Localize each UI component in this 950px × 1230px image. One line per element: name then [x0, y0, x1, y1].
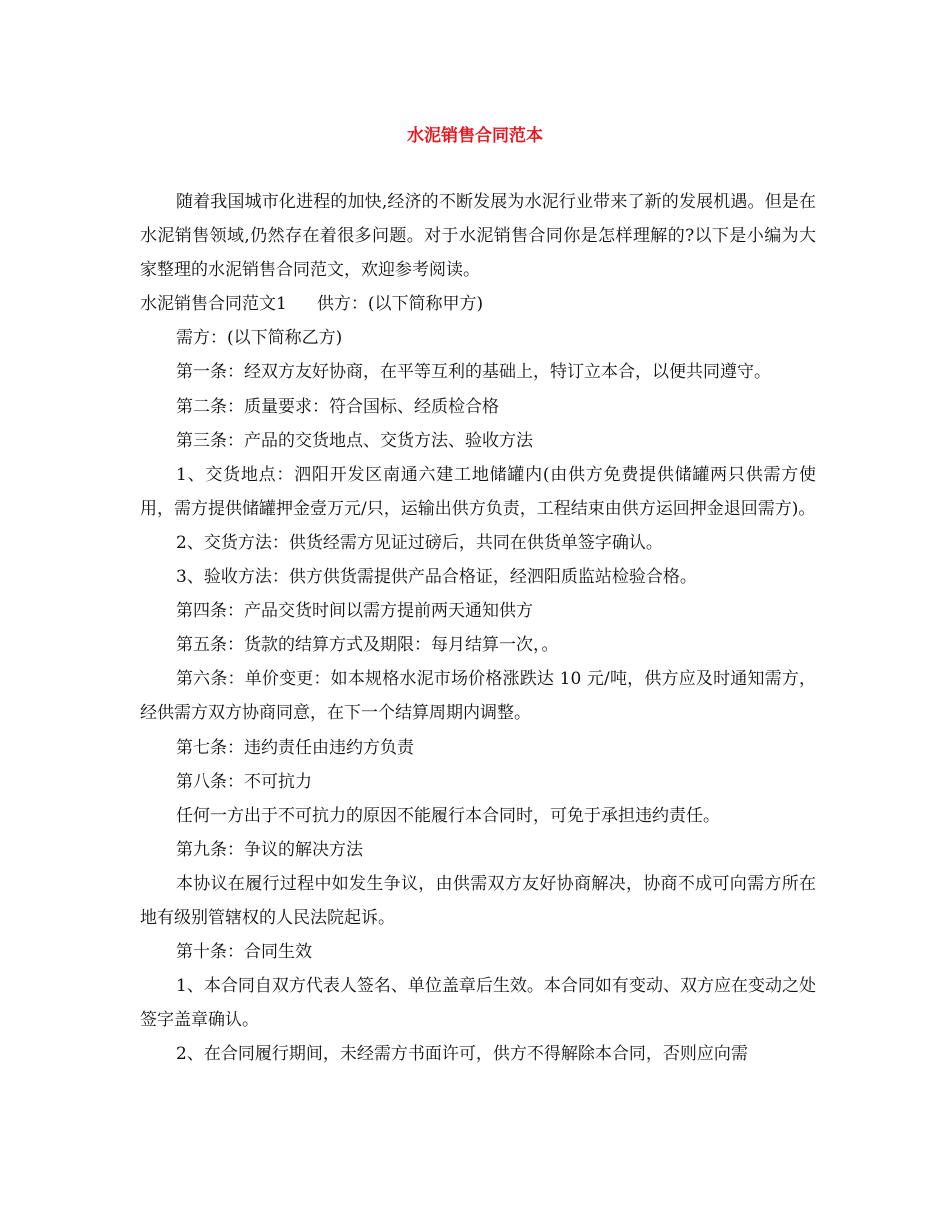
sample-label: 水泥销售合同范文1 [140, 294, 287, 315]
article-8-text: 任何一方出于不可抗力的原因不能履行本合同时，可免于承担违约责任。 [176, 805, 720, 826]
article-10-item-2: 2、在合同履行期间，未经需方书面许可，供方不得解除本合同，否则应向需 [176, 1044, 748, 1065]
article-10: 第十条：合同生效 [176, 942, 312, 963]
document-title: 水泥销售合同范本 [407, 126, 543, 146]
document-body [140, 185, 816, 1071]
article-1: 第一条：经双方友好协商，在平等互利的基础上，特订立本合，以便共同遵守。 [176, 362, 771, 383]
supplier-line: 供方：(以下简称甲方) [316, 294, 484, 315]
article-3-item-3: 3、验收方法：供方供货需提供产品合格证，经泗阳质监站检验合格。 [176, 567, 697, 588]
article-3-item-1: 1、交货地点：泗阳开发区南通六建工地储罐内(由供方免费提供储罐两只供需方使用，需方提供储罐押金壹万元/只，运输出供方负责，工程结束由供方运回押金退回需方)。 [140, 464, 816, 519]
article-8: 第八条：不可抗力 [176, 771, 312, 792]
article-6: 第六条：单价变更：如本规格水泥市场价格涨跌达 10 元/吨，供方应及时通知需方，经供需方双方协商同意，在下一个结算周期内调整。 [140, 669, 816, 724]
article-2: 第二条：质量要求：符合国标、经质检合格 [176, 396, 499, 417]
article-9: 第九条：争议的解决方法 [176, 839, 363, 860]
article-7: 第七条：违约责任由违约方负责 [176, 737, 414, 758]
article-5: 第五条：货款的结算方式及期限：每月结算一次，。 [176, 635, 559, 656]
sample-heading-line [140, 287, 816, 321]
article-4: 第四条：产品交货时间以需方提前两天通知供方 [176, 601, 533, 622]
intro-paragraph: 随着我国城市化进程的加快,经济的不断发展为水泥行业带来了新的发展机遇。但是在水泥销售领域,仍然存在着很多问题。对于水泥销售合同你是怎样理解的?以下是小编为大家整理的水泥销售合同范文，欢迎参考阅读。 [140, 192, 816, 281]
article-10-item-1: 1、本合同自双方代表人签名、单位盖章后生效。本合同如有变动、双方应在变动之处签字盖章确认。 [140, 976, 816, 1031]
buyer-line: 需方：(以下简称乙方) [176, 328, 343, 349]
article-3-item-2: 2、交货方法：供货经需方见证过磅后，共同在供货单签字确认。 [176, 532, 663, 553]
article-9-text: 本协议在履行过程中如发生争议，由供需双方友好协商解决，协商不成可向需方所在地有级别管辖权的人民法院起诉。 [140, 873, 816, 928]
article-3: 第三条：产品的交货地点、交货方法、验收方法 [176, 430, 533, 451]
